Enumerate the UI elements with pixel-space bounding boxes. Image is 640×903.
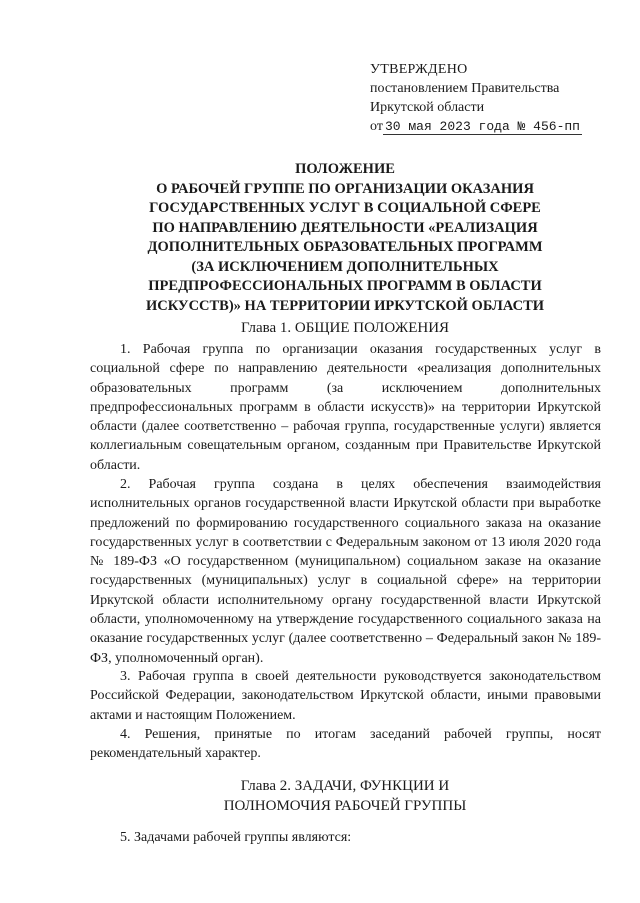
- paragraph-2: 2. Рабочая группа создана в целях обеспечения взаимодействия исполнительных органов государственной власти Иркутской области при выработке предложений по формированию государственного социального заказа на оказание государственных услуг в соответствии с Федеральным законом от 13 июля 2020 года № 189-ФЗ «О государственном (муниципальном) социальном заказе на оказание государственных (муниципальных) услуг в социальной сфере» на территории Иркутской области исполнительному органу государственной власти Иркутской области, уполномоченному на утверждение государственного социального заказа на оказание государственных услуг (далее соответственно – Федеральный закон № 189-ФЗ, уполномоченный орган).: [90, 477, 601, 666]
- title-line: ПРЕДПРОФЕССИОНАЛЬНЫХ ПРОГРАММ В ОБЛАСТИ: [148, 278, 542, 294]
- approval-block: [370, 60, 582, 136]
- title-line: ГОСУДАРСТВЕННЫХ УСЛУГ В СОЦИАЛЬНОЙ СФЕРЕ: [149, 200, 541, 216]
- chapter-2-heading: [90, 776, 600, 816]
- title-line: (ЗА ИСКЛЮЧЕНИЕМ ДОПОЛНИТЕЛЬНЫХ: [191, 258, 499, 275]
- title-line: ДОПОЛНИТЕЛЬНЫХ ОБРАЗОВАТЕЛЬНЫХ ПРОГРАММ: [147, 239, 543, 255]
- chapter-1-heading: Глава 1. ОБЩИЕ ПОЛОЖЕНИЯ: [240, 320, 450, 336]
- title-line: О РАБОЧЕЙ ГРУППЕ ПО ОРГАНИЗАЦИИ ОКАЗАНИЯ: [156, 180, 534, 197]
- paragraph-1: 1. Рабочая группа по организации оказания государственных услуг в социальной сфере по направлению деятельности «реализация дополнительных образовательных программ (за исключением дополнительных предпрофессиональных программ в области искусств)» на территории Иркутской области (далее соответственно – рабочая группа, государственные услуги) является коллегиальным совещательным органом, созданным при Правительстве Иркутской области.: [90, 342, 601, 473]
- approval-heading: УТВЕРЖДЕНО: [370, 62, 468, 77]
- approval-date-line: [370, 117, 582, 136]
- paragraph-5: 5. Задачами рабочей группы являются:: [120, 830, 352, 845]
- title-line: ПОЛОЖЕНИЕ: [295, 161, 395, 177]
- approval-line-1: постановлением Правительства: [370, 81, 560, 96]
- chapter-2-line-2: ПОЛНОМОЧИЯ РАБОЧЕЙ ГРУППЫ: [223, 798, 467, 814]
- title-line: ИСКУССТВ)» НА ТЕРРИТОРИИ ИРКУТСКОЙ ОБЛАСТИ: [145, 297, 545, 314]
- title-line: ПО НАПРАВЛЕНИЮ ДЕЯТЕЛЬНОСТИ «РЕАЛИЗАЦИЯ: [152, 219, 538, 236]
- approval-date-value: 30 мая 2023 года № 456-пп: [384, 119, 580, 134]
- document-title: [90, 160, 600, 316]
- paragraph-4: 4. Решения, принятые по итогам заседаний рабочей группы, носят рекомендательный характер.: [90, 727, 601, 762]
- chapter-2-line-1: Глава 2. ЗАДАЧИ, ФУНКЦИИ И: [240, 778, 450, 794]
- approval-line-2: Иркутской области: [370, 100, 485, 115]
- approval-date-prefix: от: [370, 119, 383, 134]
- paragraph-3: 3. Рабочая группа в своей деятельности руководствуется законодательством Российской Федерации, законодательством Иркутской области, иными правовыми актами и настоящим Положением.: [90, 669, 601, 723]
